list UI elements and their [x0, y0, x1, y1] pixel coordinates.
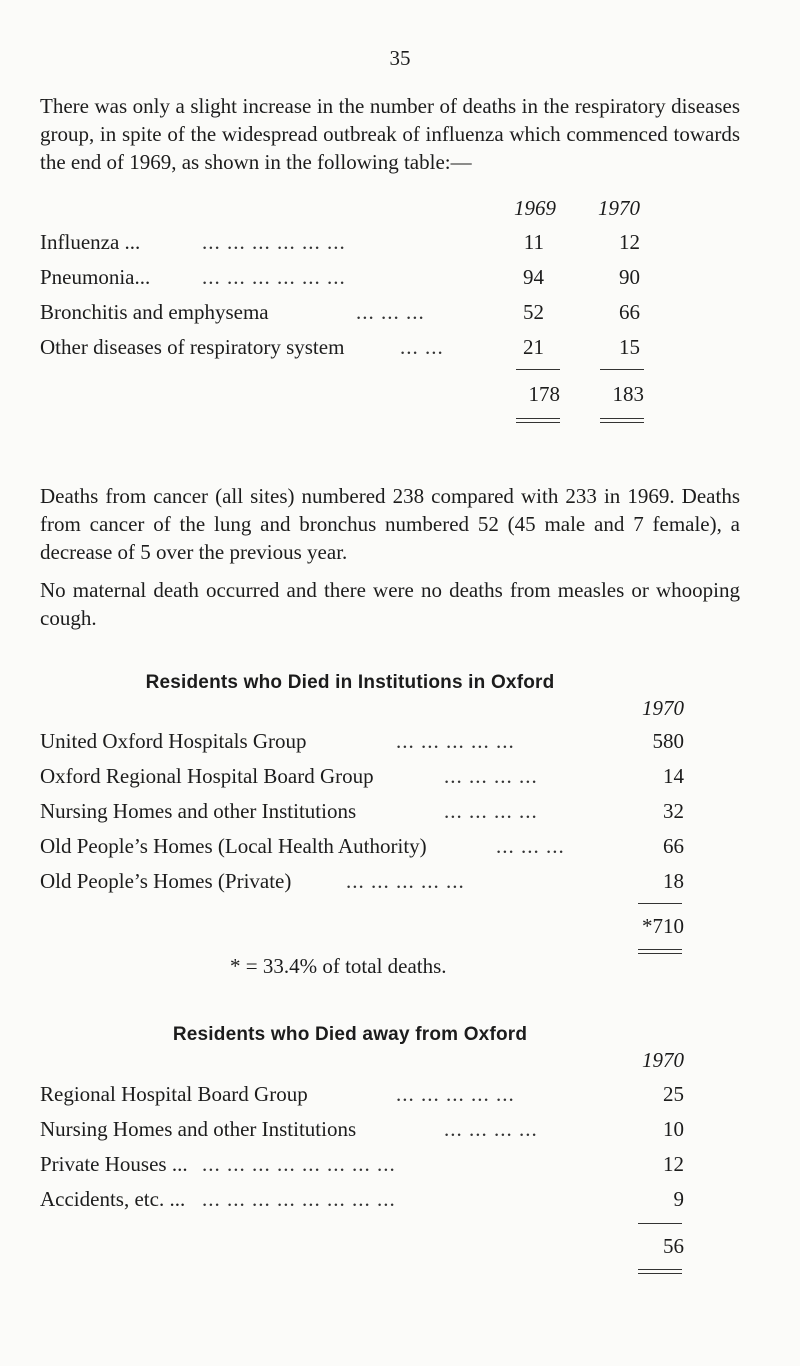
total-double-rule: [600, 418, 644, 423]
table-row: [40, 727, 700, 755]
table-row: [40, 867, 700, 895]
maternal-paragraph: No maternal death occurred and there were no deaths from measles or whooping cough.: [40, 578, 740, 630]
intro-paragraph: There was only a slight increase in the number of deaths in the respiratory diseases group, in spite of the widespread outbreak of influenza which commenced towards the end of 1969, as shown in the following table:—: [40, 94, 740, 174]
leader-dots: ... ... ... ... ...: [396, 729, 515, 753]
leader-dots: ... ... ... ... ... ... ... ...: [202, 1187, 396, 1211]
value-1970: 66: [663, 834, 684, 858]
row-label: Nursing Homes and other Institutions: [40, 799, 357, 823]
row-label: Accidents, etc. ...: [40, 1187, 186, 1211]
leader-dots: ... ... ... ...: [444, 764, 538, 788]
table-row: [40, 1150, 700, 1178]
table-row: [40, 263, 640, 291]
subtotal-rule: [638, 1223, 682, 1224]
table-row: [40, 832, 700, 860]
total-double-rule: [638, 949, 682, 954]
value-1970: 18: [663, 869, 684, 893]
row-label: Oxford Regional Hospital Board Group: [40, 764, 374, 788]
header-1970: 1970: [598, 196, 640, 220]
row-label: Other diseases of respiratory system: [40, 335, 345, 359]
total-1970: 183: [612, 382, 644, 406]
leader-dots: ... ... ... ... ... ... ... ...: [202, 1152, 396, 1176]
value-1970: 66: [619, 300, 640, 324]
header-1969: 1969: [514, 196, 556, 220]
leader-dots: ... ... ... ... ... ...: [202, 265, 346, 289]
away-total: 56: [663, 1234, 684, 1258]
leader-dots: ... ... ...: [496, 834, 565, 858]
row-label: Nursing Homes and other Institutions: [40, 1117, 357, 1141]
value-1969: 21: [523, 335, 544, 359]
institutions-total: *710: [642, 914, 684, 938]
subtotal-rule: [638, 903, 682, 904]
table-row: [40, 1080, 700, 1108]
leader-dots: ... ... ... ... ... ...: [202, 230, 346, 254]
leader-dots: ... ... ... ...: [444, 799, 538, 823]
row-label: Bronchitis and emphysema: [40, 300, 269, 324]
leader-dots: ... ... ... ...: [444, 1117, 538, 1141]
institutions-title: Residents who Died in Institutions in Oxford: [145, 672, 555, 693]
row-label: Private Houses ...: [40, 1152, 188, 1176]
subtotal-rule: [600, 369, 644, 370]
table-row: [40, 1185, 700, 1213]
leader-dots: ... ... ... ... ...: [346, 869, 465, 893]
value-1970: 580: [652, 729, 684, 753]
table-row: [40, 797, 700, 825]
row-label: Old People’s Homes (Private): [40, 869, 292, 893]
table-row: [40, 1115, 700, 1143]
table-row: [40, 298, 640, 326]
row-label: Influenza ...: [40, 230, 141, 254]
total-double-rule: [516, 418, 560, 423]
value-1969: 52: [523, 300, 544, 324]
row-label: Regional Hospital Board Group: [40, 1082, 308, 1106]
total-double-rule: [638, 1269, 682, 1274]
value-1969: 94: [523, 265, 544, 289]
value-1970: 15: [619, 335, 640, 359]
page-number: 35: [389, 46, 411, 70]
value-1970: 14: [663, 764, 684, 788]
value-1969: 11: [523, 230, 544, 254]
leader-dots: ... ... ...: [356, 300, 425, 324]
row-label: United Oxford Hospitals Group: [40, 729, 307, 753]
value-1970: 9: [673, 1187, 684, 1211]
row-label: Old People’s Homes (Local Health Authority): [40, 834, 427, 858]
table-row: [40, 333, 640, 361]
away-title: Residents who Died away from Oxford: [172, 1024, 528, 1045]
value-1970: 10: [663, 1117, 684, 1141]
cancer-paragraph: Deaths from cancer (all sites) numbered 238 compared with 233 in 1969. Deaths from cancer of the lung and bronchus numbered 52 (45 male and 7 female), a decrease of 5 over the previous year.: [40, 484, 740, 564]
leader-dots: ... ... ... ... ...: [396, 1082, 515, 1106]
total-1969: 178: [528, 382, 560, 406]
value-1970: 90: [619, 265, 640, 289]
value-1970: 12: [663, 1152, 684, 1176]
row-label: Pneumonia...: [40, 265, 151, 289]
institutions-footnote: * = 33.4% of total deaths.: [230, 954, 447, 978]
leader-dots: ... ...: [400, 335, 444, 359]
header-1970: 1970: [642, 1048, 684, 1072]
table-row: [40, 762, 700, 790]
table-row: [40, 228, 640, 256]
header-1970: 1970: [642, 696, 684, 720]
subtotal-rule: [516, 369, 560, 370]
value-1970: 32: [663, 799, 684, 823]
value-1970: 12: [619, 230, 640, 254]
value-1970: 25: [663, 1082, 684, 1106]
